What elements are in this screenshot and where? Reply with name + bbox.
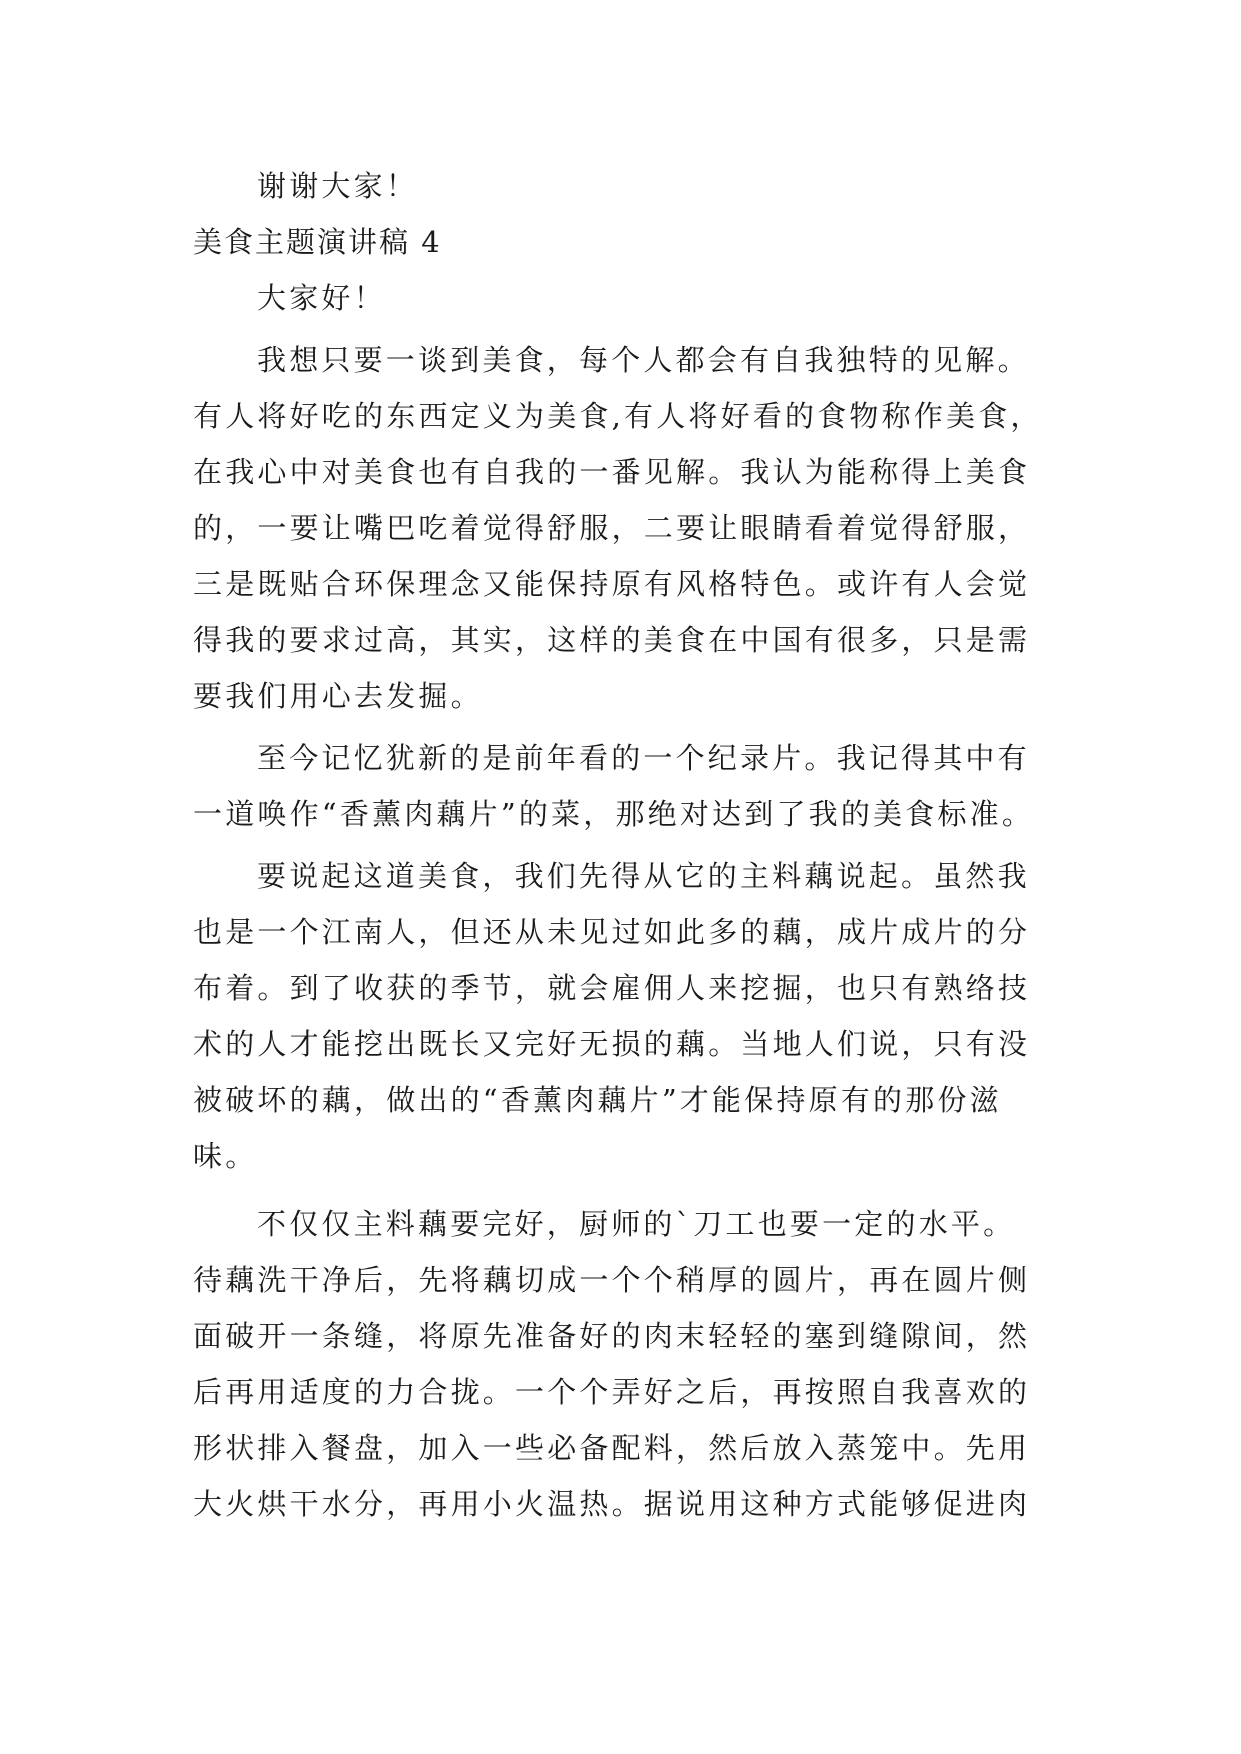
paragraph-line: 不仅仅主料藕要完好，厨师的`刀工也要一定的水平。 (257, 1207, 1016, 1241)
paragraph-line: 要说起这道美食，我们先得从它的主料藕说起。虽然我 (257, 859, 1030, 893)
paragraph-line: 三是既贴合环保理念又能保持原有风格特色。或许有人会觉 (193, 567, 1031, 601)
paragraph-line: 被破坏的藕，做出的“香薰肉藕片”才能保持原有的那份滋 (193, 1083, 1002, 1117)
paragraph-line: 有人将好吃的东西定义为美食,有人将好看的食物称作美食， (193, 399, 1043, 433)
paragraph-line: 在我心中对美食也有自我的一番见解。我认为能称得上美食 (193, 455, 1031, 489)
paragraph-line: 得我的要求过高，其实，这样的美食在中国有很多，只是需 (193, 623, 1031, 657)
paragraph-line: 也是一个江南人，但还从未见过如此多的藕，成片成片的分 (193, 915, 1031, 949)
paragraph-1 (193, 332, 1053, 724)
paragraph-line: 至今记忆犹新的是前年看的一个纪录片。我记得其中有 (257, 741, 1030, 775)
paragraph-line: 布着。到了收获的季节，就会雇佣人来挖掘，也只有熟络技 (193, 971, 1031, 1005)
paragraph-line: 我想只要一谈到美食，每个人都会有自我独特的见解。 (257, 343, 1030, 377)
closing-line: 谢谢大家！ (257, 169, 419, 203)
document-body (193, 158, 1053, 1532)
paragraph-line: 形状排入餐盘，加入一些必备配料，然后放入蒸笼中。先用 (193, 1431, 1031, 1465)
paragraph-4 (193, 1196, 1053, 1532)
paragraph-line: 后再用适度的力合拢。一个个弄好之后，再按照自我喜欢的 (193, 1375, 1031, 1409)
paragraph-3 (193, 848, 1053, 1184)
paragraph-line: 大火烘干水分，再用小火温热。据说用这种方式能够促进肉 (193, 1487, 1031, 1521)
paragraph-line: 术的人才能挖出既长又完好无损的藕。当地人们说，只有没 (193, 1027, 1031, 1061)
paragraph-line: 一道唤作“香薰肉藕片”的菜，那绝对达到了我的美食标准。 (193, 797, 1035, 831)
paragraph-line: 待藕洗干净后，先将藕切成一个个稍厚的圆片，再在圆片侧 (193, 1263, 1031, 1297)
greeting-line: 大家好！ (257, 281, 386, 315)
paragraph-2 (193, 730, 1053, 842)
paragraph-line: 味。 (193, 1139, 258, 1173)
paragraph-line: 面破开一条缝，将原先准备好的肉末轻轻的塞到缝隙间，然 (193, 1319, 1031, 1353)
paragraph-line: 要我们用心去发掘。 (193, 679, 483, 713)
section-title: 美食主题演讲稿 4 (193, 225, 442, 259)
paragraph-line: 的，一要让嘴巴吃着觉得舒服，二要让眼睛看着觉得舒服， (193, 511, 1031, 545)
